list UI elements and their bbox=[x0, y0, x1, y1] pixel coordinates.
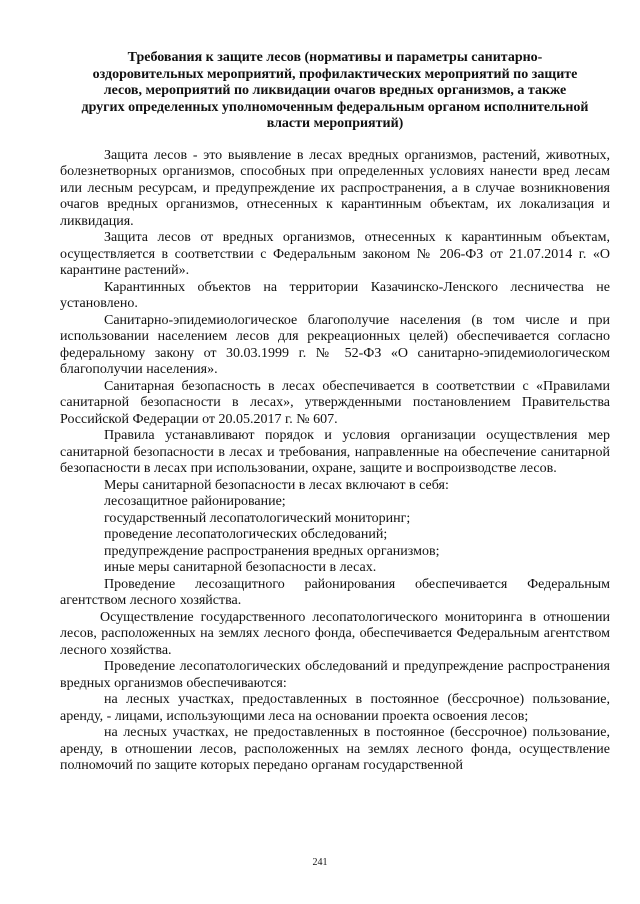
document-title bbox=[60, 50, 610, 133]
list-item: государственный лесопатологический мониторинг; bbox=[104, 510, 411, 526]
document-page bbox=[60, 50, 610, 775]
document-body bbox=[60, 148, 610, 775]
paragraph: Проведение лесопатологических обследований и предупреждение распространения вредных организмов обеспечиваются: bbox=[60, 659, 610, 691]
list-item: лесозащитное районирование; bbox=[104, 494, 286, 509]
paragraph: на лесных участках, не предоставленных в постоянное (бессрочное) пользование, аренду, в отношении лесов, расположенных на землях лесного фонда, осуществление полномочий по защите которых передано органам государственной bbox=[60, 725, 610, 773]
page-number: 241 bbox=[312, 857, 328, 868]
paragraph: на лесных участках, предоставленных в постоянное (бессрочное) пользование, аренду, - лицами, использующими леса на основании проекта освоения лесов; bbox=[60, 692, 610, 724]
paragraph: Карантинных объектов на территории Казачинско-Ленского лесничества не установлено. bbox=[60, 279, 610, 311]
title-line: Требования к защите лесов (нормативы и параметры санитарно- bbox=[127, 50, 543, 65]
paragraph: Правила устанавливают порядок и условия организации осуществления мер санитарной безопасности в лесах и требования, направленные на обеспечение санитарной безопасности в лесах при использовании, охране, защите и воспроизводстве лесов. bbox=[60, 428, 610, 476]
title-line: оздоровительных мероприятий, профилактических мероприятий по защите bbox=[92, 66, 578, 82]
paragraph: Меры санитарной безопасности в лесах включают в себя: bbox=[104, 477, 449, 493]
paragraph: Проведение лесозащитного районирования обеспечивается Федеральным агентством лесного хозяйства. bbox=[60, 576, 610, 608]
title-line: других определенных уполномоченным федеральным органом исполнительной bbox=[81, 99, 589, 115]
list-item: проведение лесопатологических обследований; bbox=[104, 527, 388, 542]
paragraph: Осуществление государственного лесопатологического мониторинга в отношении лесов, расположенных на землях лесного фонда, обеспечивается Федеральным агентством лесного хозяйства. bbox=[60, 609, 610, 658]
list-item: иные меры санитарной безопасности в лесах. bbox=[104, 560, 377, 575]
title-line: власти мероприятий) bbox=[266, 116, 404, 131]
list-item: предупреждение распространения вредных организмов; bbox=[104, 543, 440, 559]
paragraph: Защита лесов от вредных организмов, отнесенных к карантинным объектам, осуществляется в соответствии с Федеральным законом № 206-ФЗ от 21.07.2014 г. «О карантине растений». bbox=[60, 230, 610, 278]
paragraph: Санитарно-эпидемиологическое благополучие населения (в том числе и при использовании населением лесов для рекреационных целей) обеспечивается согласно федеральному закону от 30.03.1999 г. № 52-ФЗ «О санитарно-эпидемиологическом благополучии населения». bbox=[60, 312, 610, 377]
paragraph: Санитарная безопасность в лесах обеспечивается в соответствии с «Правилами санитарной безопасности в лесах», утвержденными постановлением Правительства Российской Федерации от 20.05.2017 г. № 607. bbox=[60, 378, 610, 427]
paragraph: Защита лесов - это выявление в лесах вредных организмов, растений, животных, болезнетворных организмов, способных при определенных условиях нанести вред лесам или лесным ресурсам, и предупреждение их распространения, а в случае возникновения очагов вредных организмов, отнесенных к карантинным объектам, их локализация и ликвидация. bbox=[60, 147, 610, 229]
title-line: лесов, мероприятий по ликвидации очагов вредных организмов, а также bbox=[103, 83, 567, 98]
